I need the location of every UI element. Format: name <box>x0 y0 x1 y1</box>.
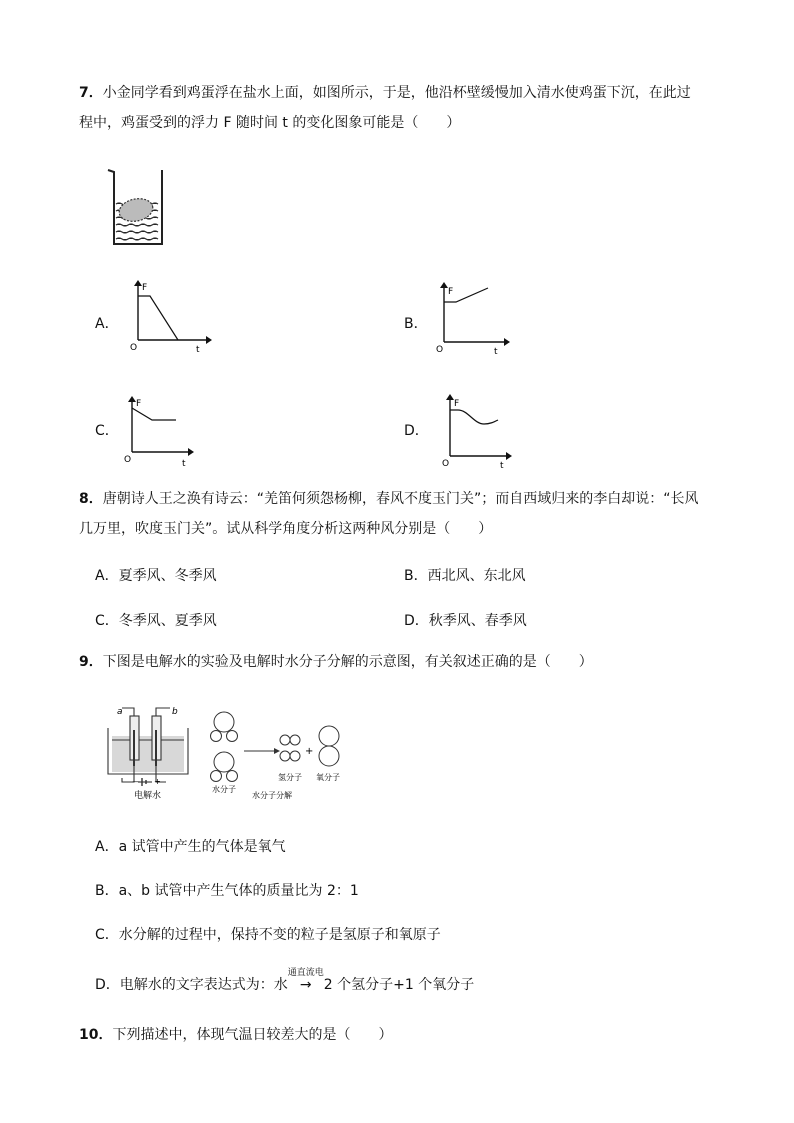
question-7-line-1 <box>79 78 719 108</box>
axis-label-f: F <box>136 399 142 409</box>
question-9 <box>79 647 719 677</box>
origin-label: O <box>442 459 450 469</box>
question-8-line-2: 几万里，吹度玉门关”。试从科学角度分析这两种风分别是（ ） <box>79 521 493 537</box>
tube-b-label: b <box>172 707 178 717</box>
axis-label-t: t <box>500 461 504 470</box>
oxygen-molecule-label: 氧分子 <box>316 773 340 782</box>
hydrogen-molecule-label: 氢分子 <box>278 773 302 782</box>
plus-sign: + <box>305 746 314 757</box>
q9-option-d-prefix: D．电解水的文字表达式为：水 <box>95 977 288 993</box>
question-9-line-1 <box>79 647 719 677</box>
origin-label: O <box>130 343 138 353</box>
question-8-text-1: 唐朝诗人王之涣有诗云：“羌笛何须怨杨柳，春风不度玉门关”；而自西域归来的李白却说：“长风 <box>102 491 699 507</box>
question-7-line-2: 程中，鸡蛋受到的浮力 F 随时间 t 的变化图象可能是（ ） <box>79 115 461 131</box>
q7-option-c-label: C． <box>95 423 119 439</box>
curve-d <box>450 410 498 424</box>
q7-option-d-label: D． <box>404 423 429 439</box>
q9-option-d-suffix: 2 个氢分子+1 个氧分子 <box>323 977 475 993</box>
q9-option-a: A．a 试管中产生的气体是氧气 <box>95 839 286 855</box>
origin-label: O <box>436 345 444 355</box>
question-10 <box>79 1020 719 1050</box>
q7-option-a-label: A． <box>95 316 119 332</box>
beaker-egg-figure <box>104 164 170 248</box>
q8-option-c: C．冬季风、夏季风 <box>95 613 217 629</box>
question-8 <box>79 484 719 544</box>
question-7-text-1: 小金同学看到鸡蛋浮在盐水上面，如图所示，于是，他沿杯壁缓慢加入清水使鸡蛋下沉，在此过 <box>102 85 691 101</box>
q7-graph-b <box>434 282 510 356</box>
question-10-line-1 <box>79 1020 719 1050</box>
question-8-number: 8． <box>79 491 103 507</box>
q8-option-b: B．西北风、东北风 <box>404 568 526 584</box>
question-7 <box>79 78 719 138</box>
q9-option-b: B．a、b 试管中产生气体的质量比为 2：1 <box>95 883 359 899</box>
q9-option-d <box>95 968 475 994</box>
reaction-condition-arrow <box>287 968 324 993</box>
axis-label-t: t <box>196 345 200 354</box>
question-10-number: 10． <box>79 1027 113 1043</box>
electrolysis-apparatus <box>108 708 188 786</box>
battery-plus: + <box>154 777 161 786</box>
reaction-arrow <box>244 748 280 754</box>
reaction-condition: 通直流电 <box>287 968 324 978</box>
question-7-number: 7． <box>79 85 103 101</box>
water-molecule-label: 水分子 <box>212 785 236 794</box>
axis-label-f: F <box>448 287 454 297</box>
q7-graph-d <box>440 394 512 470</box>
battery-minus: — <box>132 777 140 786</box>
question-9-text-1: 下图是电解水的实验及电解时水分子分解的示意图，有关叙述正确的是（ ） <box>102 654 593 670</box>
egg <box>117 196 155 225</box>
question-10-text-1: 下列描述中，体现气温日较差大的是（ ） <box>112 1027 393 1043</box>
hydrogen-molecules <box>280 735 300 761</box>
oxygen-molecule <box>319 726 339 766</box>
question-9-number: 9． <box>79 654 103 670</box>
axis-label-f: F <box>142 283 148 293</box>
electrolysis-caption: 电解水 <box>134 791 162 801</box>
axis-label-f: F <box>454 399 460 409</box>
electrolysis-figure <box>104 706 354 804</box>
curve-a <box>138 296 178 340</box>
q7-graph-c <box>122 396 194 470</box>
tube-a-label: a <box>117 707 123 717</box>
q8-option-d: D．秋季风、春季风 <box>404 613 527 629</box>
axis-label-t: t <box>182 459 186 469</box>
water-molecules <box>211 712 238 782</box>
curve-c <box>132 408 176 420</box>
q9-option-c: C．水分解的过程中，保持不变的粒子是氢原子和氧原子 <box>95 927 441 943</box>
q8-option-a: A．夏季风、冬季风 <box>95 568 217 584</box>
decomposition-caption: 水分子分解 <box>252 791 292 800</box>
q7-graph-a <box>128 280 212 354</box>
axis-label-t: t <box>494 347 498 356</box>
question-8-line-1 <box>79 484 719 514</box>
origin-label: O <box>124 455 132 465</box>
q7-option-b-label: B． <box>404 316 428 332</box>
arrow-glyph: → <box>299 977 312 993</box>
